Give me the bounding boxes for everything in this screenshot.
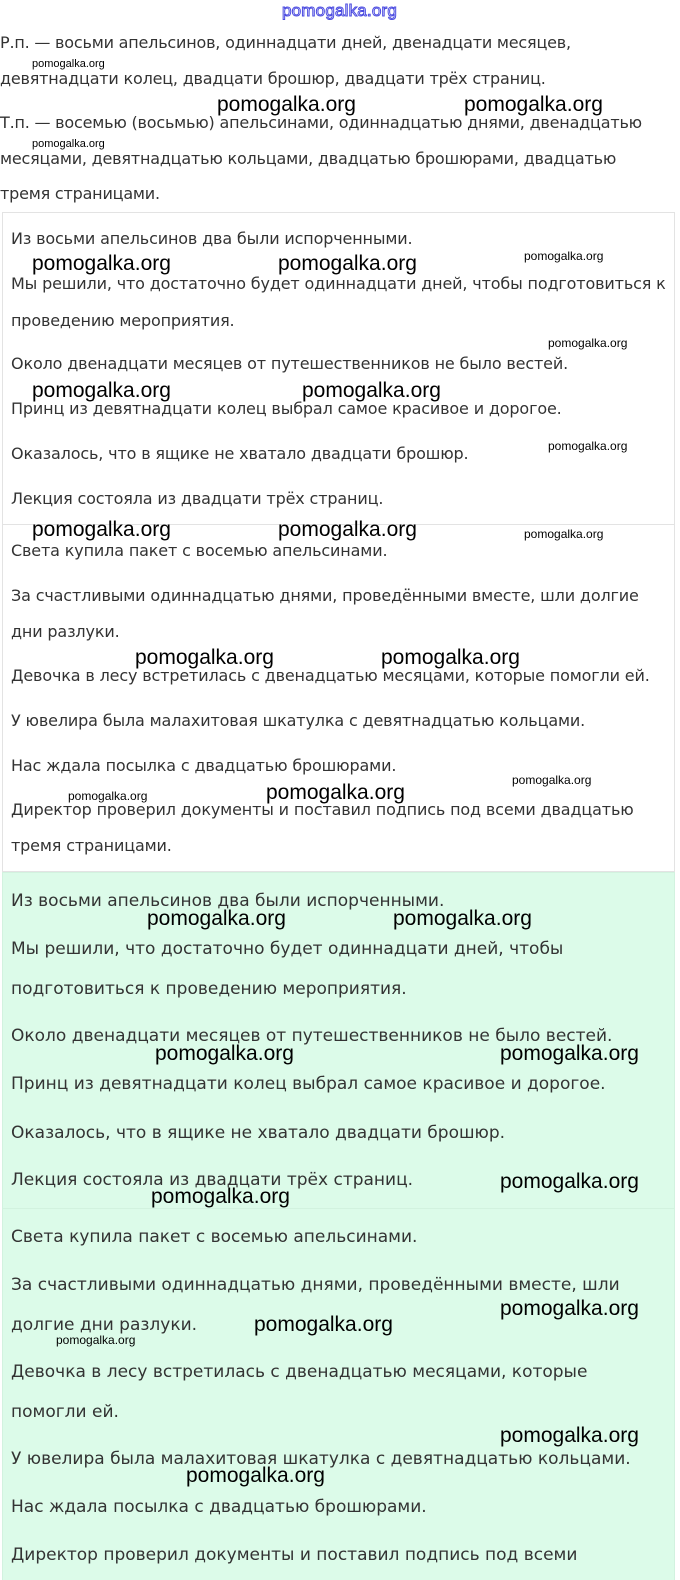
example-line: дни разлуки.	[11, 622, 120, 641]
example-line: подготовиться к проведению мероприятия.	[11, 979, 407, 999]
watermark: pomogalka.org	[464, 93, 603, 116]
watermark: pomogalka.org	[68, 789, 148, 803]
watermark: pomogalka.org	[524, 527, 604, 541]
watermark: pomogalka.org	[302, 379, 441, 402]
watermark: pomogalka.org	[135, 646, 274, 669]
example-line: Девочка в лесу встретилась с двенадцатью месяцами, которые помогли ей.	[11, 666, 650, 685]
watermark: pomogalka.org	[32, 379, 171, 402]
watermark: pomogalka.org	[32, 58, 105, 70]
rp-line-1: Р.п. — восьми апельсинов, одиннадцати дней, двенадцати месяцев,	[0, 33, 571, 52]
watermark: pomogalka.org	[56, 1333, 136, 1347]
watermark: pomogalka.org	[278, 518, 417, 541]
example-line: Принц из девятнадцати колец выбрал самое красивое и дорогое.	[11, 1074, 606, 1094]
example-line: Лекция состояла из двадцати трёх страниц.	[11, 1170, 414, 1190]
watermark: pomogalka.org	[155, 1042, 294, 1065]
example-line: Оказалось, что в ящике не хватало двадцати брошюр.	[11, 444, 469, 463]
example-line: тремя страницами.	[11, 836, 172, 855]
watermark: pomogalka.org	[500, 1170, 639, 1193]
example-line: долгие дни разлуки.	[11, 1315, 198, 1335]
example-line: Мы решили, что достаточно будет одиннадцати дней, чтобы	[11, 939, 564, 959]
example-line: Света купила пакет с восемью апельсинами.	[11, 541, 388, 560]
example-line: помогли ей.	[11, 1402, 119, 1422]
example-line: Нас ждала посылка с двадцатью брошюрами.	[11, 1497, 427, 1517]
watermark: pomogalka.org	[254, 1313, 393, 1336]
watermark: pomogalka.org	[151, 1185, 290, 1208]
example-line: Около двенадцати месяцев от путешественников не было вестей.	[11, 1026, 613, 1046]
example-line: У ювелира была малахитовая шкатулка с девятнадцатью кольцами.	[11, 711, 586, 730]
example-line: У ювелира была малахитовая шкатулка с девятнадцатью кольцами.	[11, 1449, 631, 1469]
example-line: За счастливыми одиннадцатью днями, проведёнными вместе, шли долгие	[11, 586, 639, 605]
watermark: pomogalka.org	[32, 518, 171, 541]
watermark: pomogalka.org	[32, 252, 171, 275]
example-line: Света купила пакет с восемью апельсинами.	[11, 1227, 418, 1247]
watermark: pomogalka.org	[381, 646, 520, 669]
tp-line-1: Т.п. — восемью (восьмью) апельсинами, одиннадцатью днями, двенадцатью	[0, 113, 642, 132]
watermark: pomogalka.org	[548, 336, 628, 350]
tp-line-3: тремя страницами.	[0, 184, 160, 203]
example-line: За счастливыми одиннадцатью днями, проведёнными вместе, шли	[11, 1275, 620, 1295]
watermark: pomogalka.org	[217, 93, 356, 116]
watermark: pomogalka.org	[266, 781, 405, 804]
example-line: Нас ждала посылка с двадцатью брошюрами.	[11, 756, 397, 775]
example-line: Из восьми апельсинов два были испорченными.	[11, 229, 413, 248]
watermark: pomogalka.org	[500, 1042, 639, 1065]
watermark: pomogalka.org	[524, 249, 604, 263]
example-line: Лекция состояла из двадцати трёх страниц.	[11, 489, 384, 508]
example-line: Оказалось, что в ящике не хватало двадцати брошюр.	[11, 1123, 506, 1143]
example-line: Директор проверил документы и поставил подпись под всеми двадцатью	[11, 800, 634, 819]
example-line: Около двенадцати месяцев от путешественников не было вестей.	[11, 354, 569, 373]
example-line: Девочка в лесу встретилась с двенадцатью месяцами, которые	[11, 1362, 588, 1382]
watermark: pomogalka.org	[147, 907, 286, 930]
example-line: Из восьми апельсинов два были испорченными.	[11, 891, 445, 911]
answer-genitive-box	[2, 872, 675, 1209]
watermark: pomogalka.org	[512, 773, 592, 787]
example-line: Мы решили, что достаточно будет одиннадцати дней, чтобы подготовиться к	[11, 274, 666, 293]
instrumental-examples-box	[2, 524, 675, 872]
rp-line-2: девятнадцати колец, двадцати брошюр, двадцати трёх страниц.	[0, 69, 546, 88]
site-watermark-top: pomogalka.org	[282, 1, 398, 20]
watermark: pomogalka.org	[500, 1297, 639, 1320]
example-line: Принц из девятнадцати колец выбрал самое красивое и дорогое.	[11, 399, 562, 418]
answer-instrumental-box	[2, 1208, 675, 1580]
example-line: проведению мероприятия.	[11, 311, 235, 330]
example-line: Директор проверил документы и поставил подпись под всеми	[11, 1545, 578, 1565]
tp-line-2: месяцами, девятнадцатью кольцами, двадцатью брошюрами, двадцатью	[0, 149, 617, 168]
watermark: pomogalka.org	[548, 439, 628, 453]
watermark: pomogalka.org	[32, 138, 105, 150]
watermark: pomogalka.org	[500, 1424, 639, 1447]
watermark: pomogalka.org	[278, 252, 417, 275]
watermark: pomogalka.org	[186, 1464, 325, 1487]
watermark: pomogalka.org	[393, 907, 532, 930]
